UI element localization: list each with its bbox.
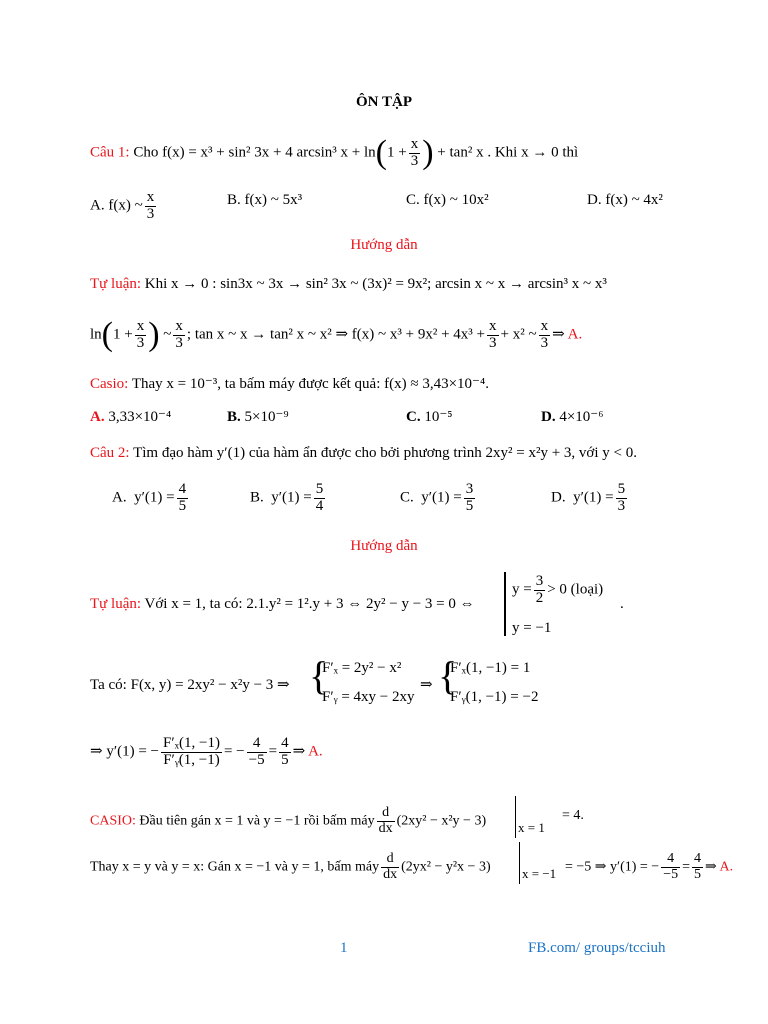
q2-choice-d: D. y′(1) = $\frac{5}{3}$ — [551, 481, 626, 514]
q1-huong-dan: Hướng dẫn — [350, 237, 418, 253]
q2-fy-val: F′ᵧ(1, −1) = −2 — [450, 689, 539, 705]
eval-bar-1 — [515, 796, 516, 838]
q1-casio-choice-d: D. 4×10⁻⁶ — [541, 409, 604, 425]
q2-derivative: ⇒ y′(1) = − $\frac{\text{F′ₓ(1, −1)}}{\text{F′ᵧ(1, −1)}}$ = − $\frac{4}{-5}$ = $\frac{4}{5}$ ⇒ A. — [90, 735, 323, 768]
q2-huong-dan: Hướng dẫn — [350, 538, 418, 554]
q1-casio-choice-c: C. 10⁻⁵ — [406, 409, 453, 425]
q1-casio: Casio: Thay x = 10⁻³, ta bấm máy được kết quả: f(x) ≈ 3,43×10⁻⁴. — [90, 376, 489, 392]
q1-tu-luan-line-2: ln(1 + $\frac{x}{3}$ ) ~ $\frac{x}{3}$ ; tan x ~ x → tan² x ~ x² ⇒ f(x) ~ x³ + 9x² + 4x³ + $\frac{x}{3}$ + x² ~ $\frac{x}{3}$ ⇒ A. — [90, 316, 583, 353]
question-1-text-a: Cho f(x) = x³ + sin² 3x + 4 arcsin³ x + ln — [133, 144, 376, 161]
page-number: 1 — [340, 940, 348, 956]
page-title: ÔN TẬP — [356, 94, 412, 110]
fb-group-link[interactable]: FB.com/ groups/tcciuh — [528, 940, 666, 956]
q1-tu-luan-line-1: Tự luận: Khi x → 0 : sin3x ~ 3x → sin² 3x ~ (3x)² = 9x²; arcsin x ~ x → arcsin³ x ~ x³ — [90, 276, 607, 292]
q1-casio-choice-a: A. 3,33×10⁻⁴ — [90, 409, 172, 425]
q1-choice-d: D. f(x) ~ 4x² — [587, 192, 663, 208]
q1-casio-choice-b: B. 5×10⁻⁹ — [227, 409, 289, 425]
q2-casio-1: CASIO: Đầu tiên gán x = 1 và y = −1 rồi bấm máy $\frac{d}{dx}$ (2xy² − x²y − 3) — [90, 805, 487, 836]
eval-bar-2 — [519, 842, 520, 884]
q1-choice-b: B. f(x) ~ 5x³ — [227, 192, 303, 208]
q2-choice-a: A. y′(1) = $\frac{4}{5}$ — [112, 481, 187, 514]
case-bracket — [504, 572, 506, 636]
brace-2: { — [438, 653, 458, 698]
q2-case-2: y = −1 — [512, 620, 552, 636]
q1-choice-a: A. f(x) ~ $\frac{x}{3}$ — [90, 189, 155, 222]
question-1: Câu 1: Cho f(x) = x³ + sin² 3x + 4 arcsin³ x + ln(1 + $\frac{x}{3}$ ) + tan² x . Khi x → 0 thì — [90, 134, 579, 171]
q1-answer: A. — [567, 326, 583, 343]
q1-choice-c: C. f(x) ~ 10x² — [406, 192, 489, 208]
question-1-label: Câu 1: — [90, 144, 130, 161]
q2-case-1: y = $\frac{3}{2}$ > 0 (loại) — [512, 573, 604, 606]
q2-casio-2: Thay x = y và y = x: Gán x = −1 và y = 1, bấm máy $\frac{d}{dx}$ (2yx² − y²x − 3) — [90, 851, 491, 882]
q2-choice-b: B. y′(1) = $\frac{5}{4}$ — [250, 481, 324, 514]
q2-choice-c: C. y′(1) = $\frac{3}{5}$ — [400, 481, 474, 514]
question-2: Câu 2: Tìm đạo hàm y′(1) của hàm ẩn được cho bởi phương trình 2xy² = x²y + 3, với y < 0. — [90, 445, 637, 461]
frac-x-over-3: $\frac{x}{3}$ — [410, 135, 419, 169]
q2-fx-val: F′ₓ(1, −1) = 1 — [450, 660, 531, 676]
q2-taco: Ta có: F(x, y) = 2xy² − x²y − 3 ⇒ — [90, 677, 290, 693]
question-1-text-b: + tan² x . Khi x → 0 thì — [437, 144, 579, 161]
q2-tu-luan: Tự luận: Với x = 1, ta có: 2.1.y² = 1².y + 3 ⇔ 2y² − y − 3 = 0 ⇔ — [90, 596, 475, 612]
q2-fx: F′ₓ = 2y² − x² — [322, 660, 402, 676]
brace-1: { — [309, 653, 329, 698]
q2-fy: F′ᵧ = 4xy − 2xy — [322, 689, 415, 705]
